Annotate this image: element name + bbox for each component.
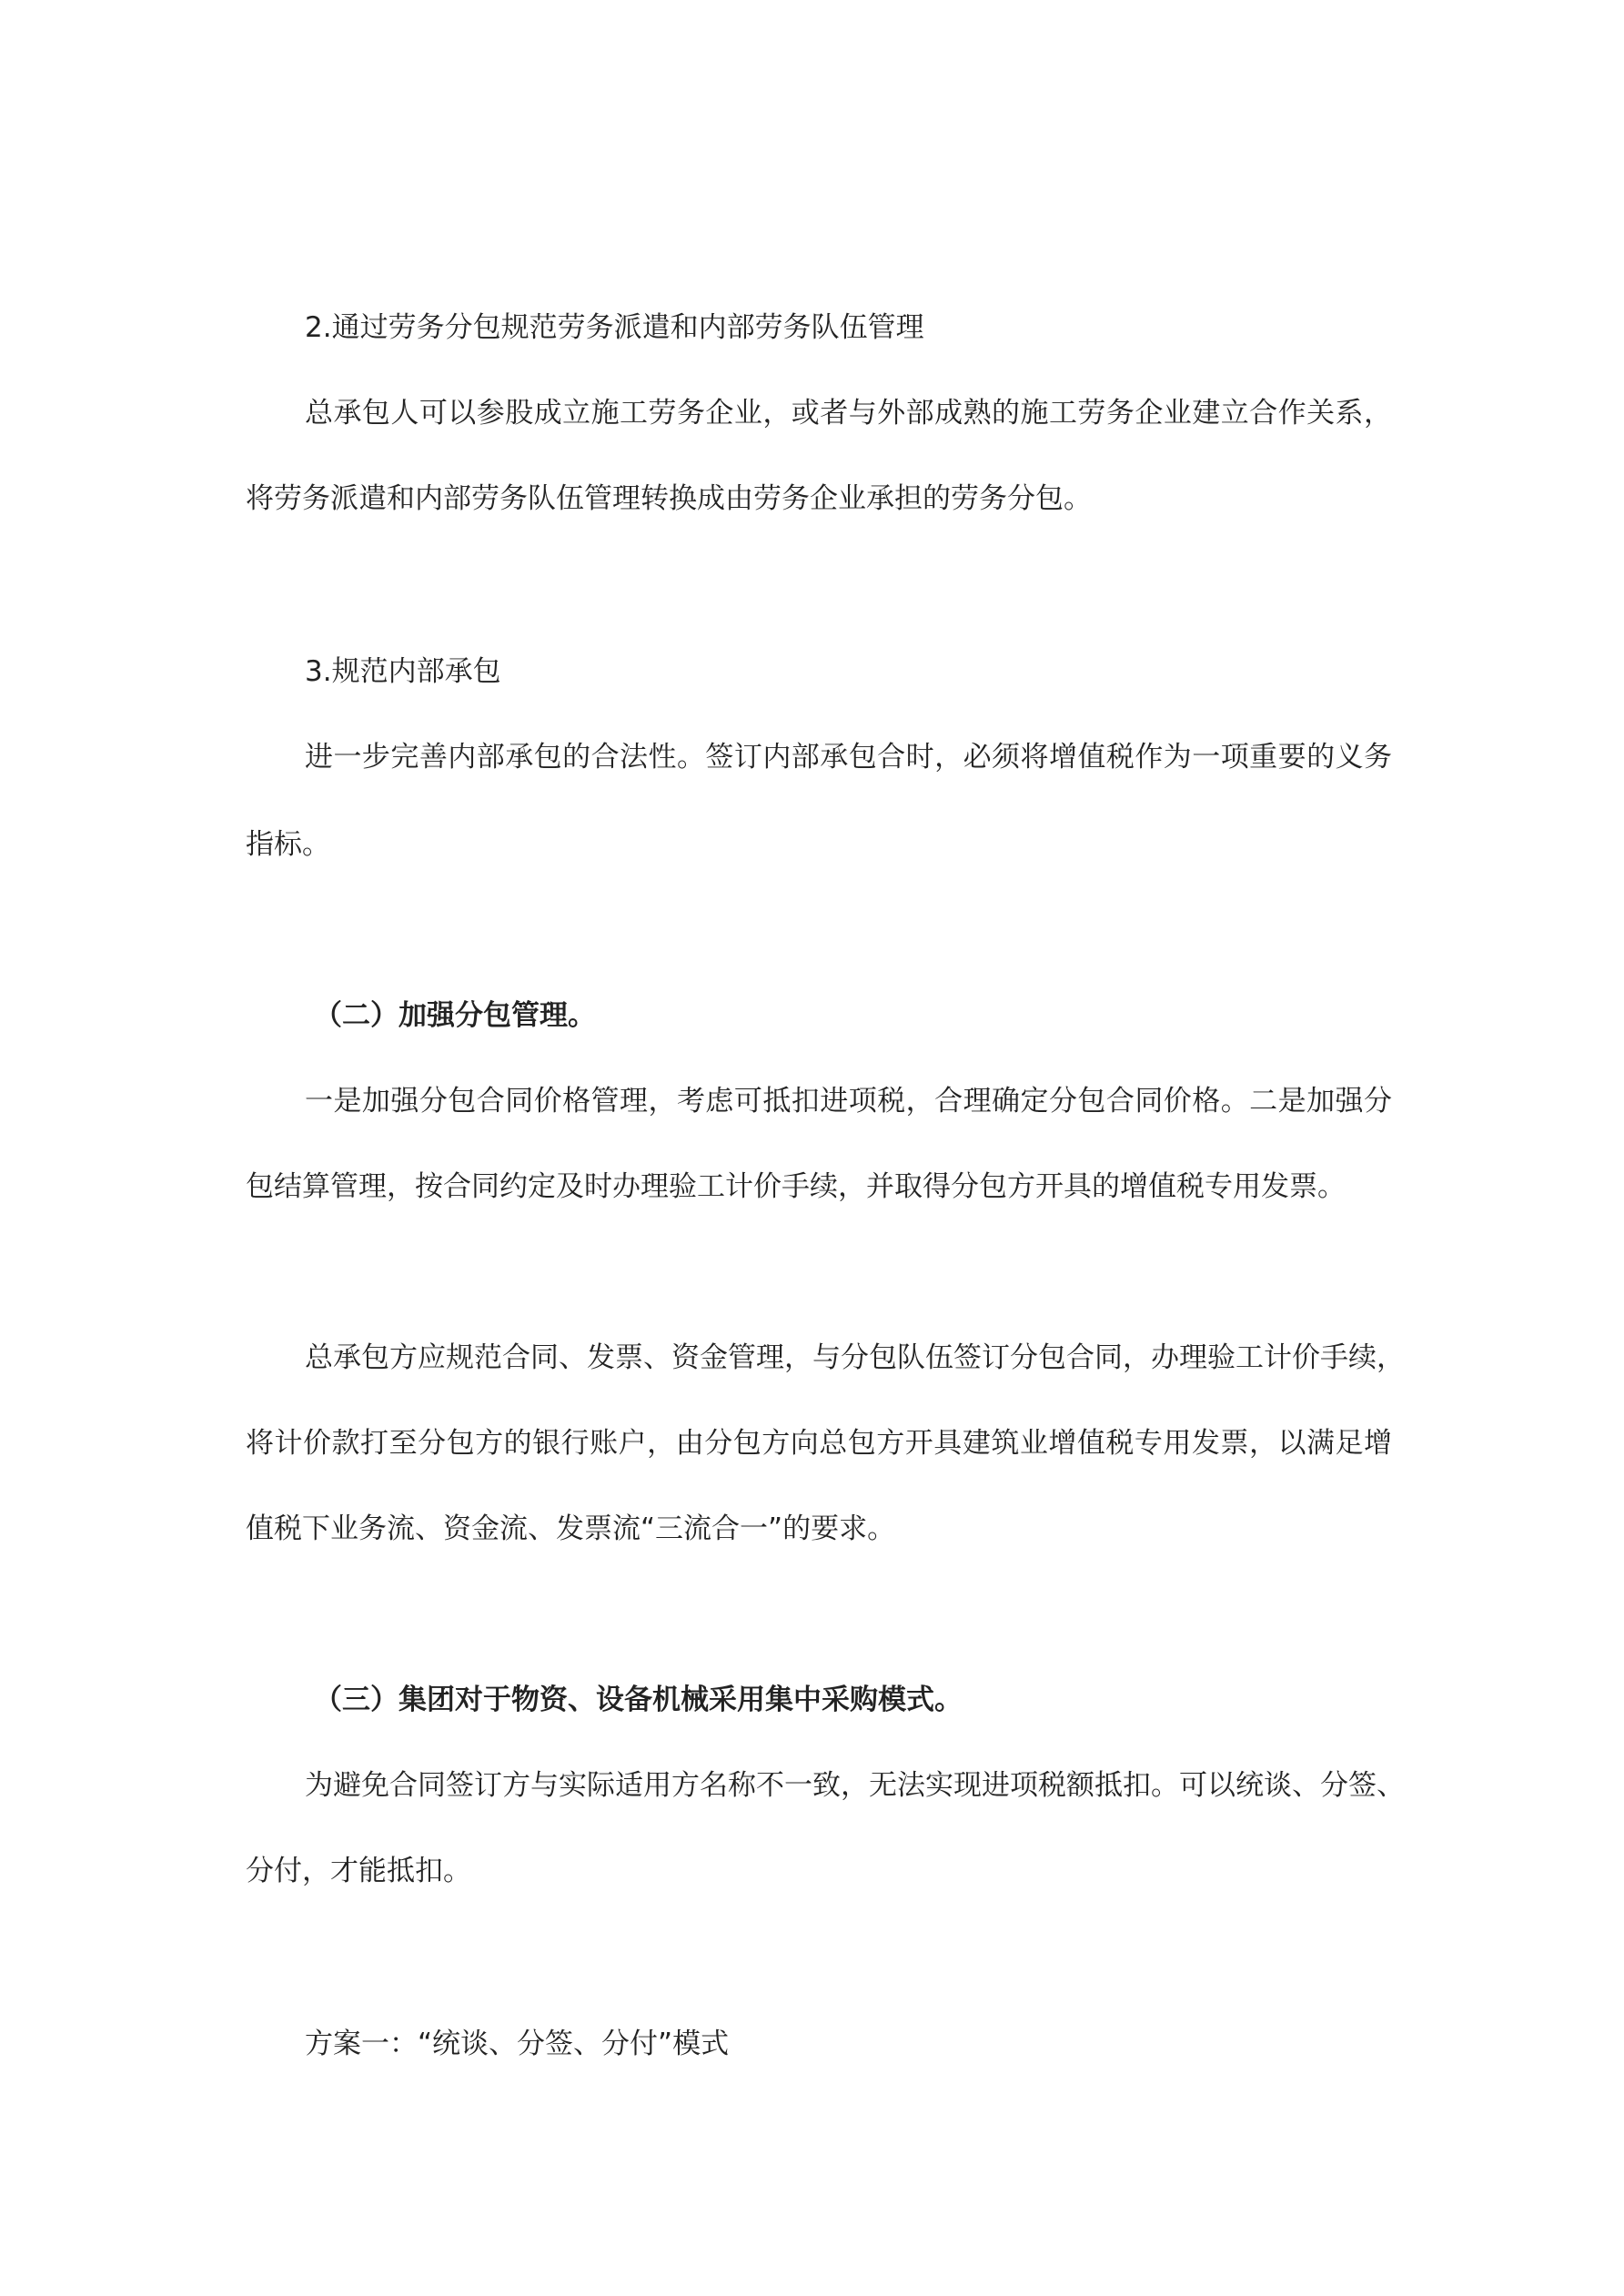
plan-one-title: 方案一：“统谈、分签、分付”模式 [305, 2028, 730, 2060]
heading-three-para-line-1: 为避免合同签订方与实际适用方名称不一致，无法实现进项税额抵扣。可以统谈、分签、 [305, 1769, 1405, 1802]
heading-two-para2-line-1: 总承包方应规范合同、发票、资金管理，与分包队伍签订分包合同，办理验工计价手续， [305, 1341, 1405, 1374]
section-2-title: 2.通过劳务分包规范劳务派遣和内部劳务队伍管理 [305, 311, 924, 344]
section-3-title: 3.规范内部承包 [305, 655, 501, 688]
section-2-paragraph-line-2: 将劳务派遣和内部劳务队伍管理转换成由劳务企业承担的劳务分包。 [246, 482, 1092, 515]
heading-two-para2-line-3: 值税下业务流、资金流、发票流“三流合一”的要求。 [246, 1512, 896, 1545]
heading-two-para1-line-2: 包结算管理，按合同约定及时办理验工计价手续，并取得分包方开具的增值税专用发票。 [246, 1170, 1346, 1203]
section-3-paragraph-line-1: 进一步完善内部承包的合法性。签订内部承包合时，必须将增值税作为一项重要的义务 [305, 741, 1392, 774]
heading-two-para1-line-1: 一是加强分包合同价格管理，考虑可抵扣进项税，合理确定分包合同价格。二是加强分 [305, 1085, 1392, 1118]
heading-three-para-line-2: 分付，才能抵扣。 [246, 1855, 471, 1887]
heading-three: （三）集团对于物资、设备机械采用集中采购模式。 [314, 1684, 963, 1716]
section-3-paragraph-line-2: 指标。 [246, 828, 330, 861]
section-2-paragraph-line-1: 总承包人可以参股成立施工劳务企业，或者与外部成熟的施工劳务企业建立合作关系， [305, 397, 1392, 430]
heading-two-para2-line-2: 将计价款打至分包方的银行账户，由分包方向总包方开具建筑业增值税专用发票，以满足增 [246, 1427, 1392, 1460]
heading-two: （二）加强分包管理。 [314, 999, 596, 1032]
